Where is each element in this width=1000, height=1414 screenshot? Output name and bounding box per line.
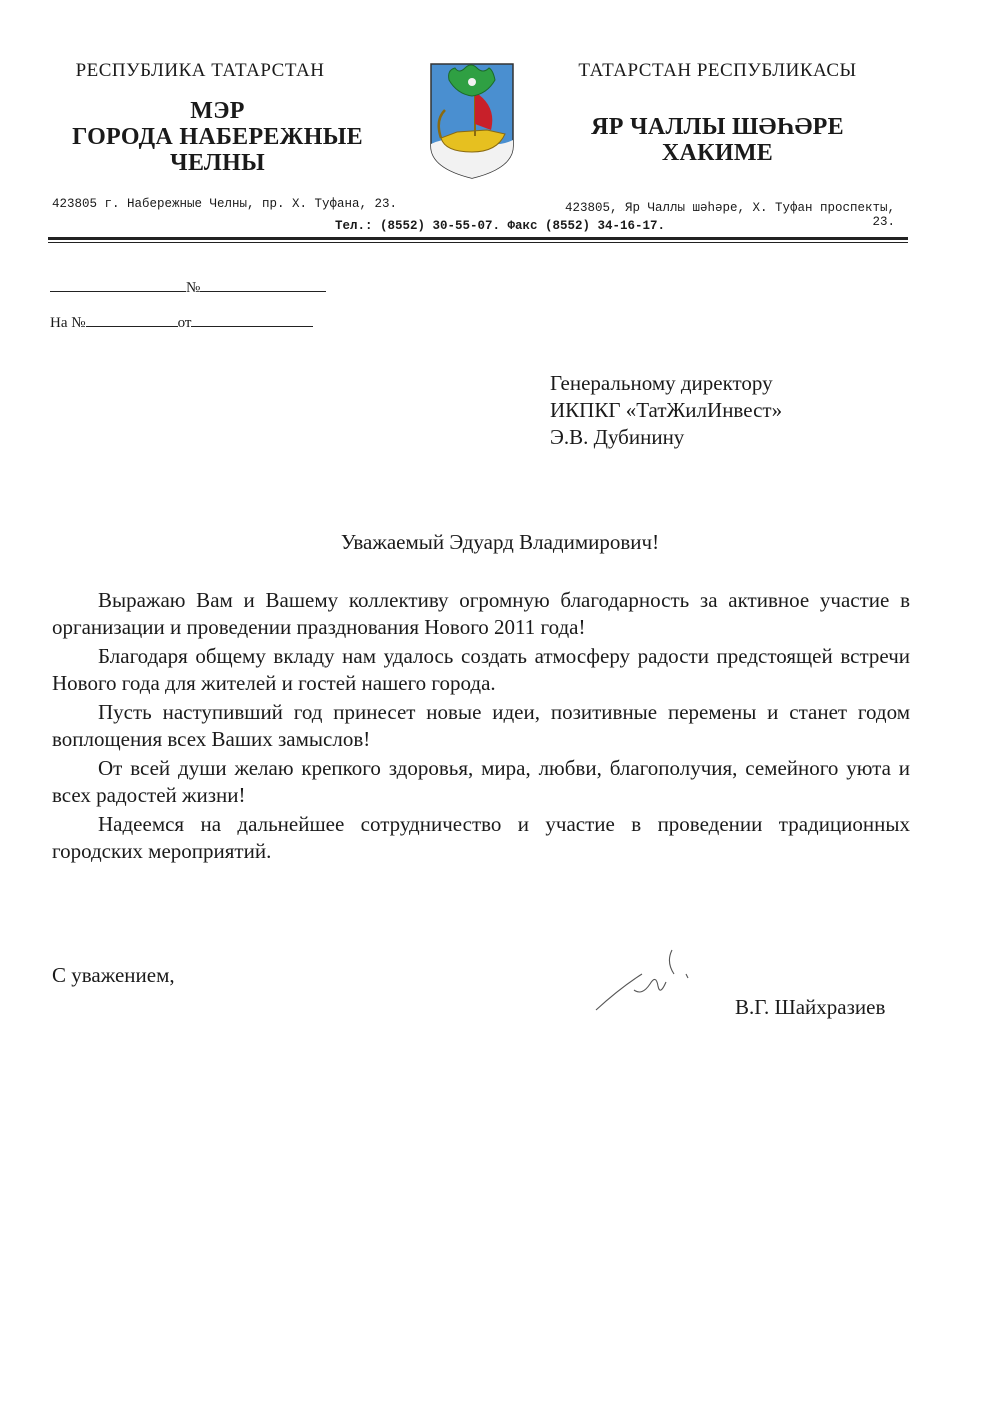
header-divider-thick <box>48 237 908 240</box>
recipient-line: Э.В. Дубинину <box>550 425 685 449</box>
header-right-title <box>545 114 890 166</box>
header-left-title-line: ГОРОДА НАБЕРЕЖНЫЕ <box>72 124 363 150</box>
header-divider-thin <box>48 242 908 243</box>
body-paragraph: Надеемся на дальнейшее сотрудничество и участие в проведении традиционных городских мероприятий. <box>52 812 910 863</box>
header-left-republic: РЕСПУБЛИКА ТАТАРСТАН <box>75 60 325 81</box>
header-right-title-line: ХАКИМЕ <box>661 140 774 166</box>
body-paragraph: От всей души желаю крепкого здоровья, мира, любви, благополучия, семейного уюта и всех радостей жизни! <box>52 756 910 807</box>
body-paragraph: Выражаю Вам и Вашему коллективу огромную благодарность за активное участие в организации и проведении празднования Нового 2011 года! <box>52 588 910 639</box>
closing: С уважением, <box>52 963 175 987</box>
outgoing-number-line <box>50 277 326 297</box>
header-right-republic: ТАТАРСТАН РЕСПУБЛИКАСЫ <box>578 60 857 81</box>
address-right: 423805, Яр Чаллы шәһәре, Х. Туфан проспекты, 23. <box>564 201 895 229</box>
reply-date-blank <box>191 312 313 327</box>
reply-prefix-label: На № <box>50 315 86 331</box>
handwritten-signature <box>590 940 710 1020</box>
contacts-line: Тел.: (8552) 30-55-07. Факс (8552) 34-16-17. <box>334 219 666 233</box>
number-blank <box>200 277 326 292</box>
header-right-title-line: ЯР ЧАЛЛЫ ШӘҺӘРЕ <box>591 114 844 140</box>
recipient-block <box>550 370 782 451</box>
reply-number-blank <box>86 312 178 327</box>
city-coat-of-arms <box>427 60 517 180</box>
address-left: 423805 г. Набережные Челны, пр. Х. Туфана, 23. <box>52 197 398 211</box>
header-left-title-line: МЭР <box>190 98 245 124</box>
body-paragraph: Благодаря общему вкладу нам удалось создать атмосферу радости предстоящей встречи Нового года для жителей и гостей нашего города. <box>52 644 910 695</box>
recipient-line: ИКПКГ «ТатЖилИнвест» <box>550 398 783 422</box>
body-paragraph: Пусть наступивший год принесет новые идеи, позитивные перемены и станет годом воплощения всех Ваших замыслов! <box>52 700 910 751</box>
recipient-line: Генеральному директору <box>550 371 773 395</box>
signer-name: В.Г. Шайхразиев <box>735 995 886 1019</box>
header-left-title <box>40 98 395 176</box>
header-left-title-line: ЧЕЛНЫ <box>170 150 265 176</box>
date-blank <box>50 277 186 292</box>
greeting: Уважаемый Эдуард Владимирович! <box>340 530 660 554</box>
reply-reference-line <box>50 312 313 332</box>
number-sign-label: № <box>186 280 201 296</box>
letter-body <box>52 587 910 867</box>
from-label: от <box>177 315 192 331</box>
